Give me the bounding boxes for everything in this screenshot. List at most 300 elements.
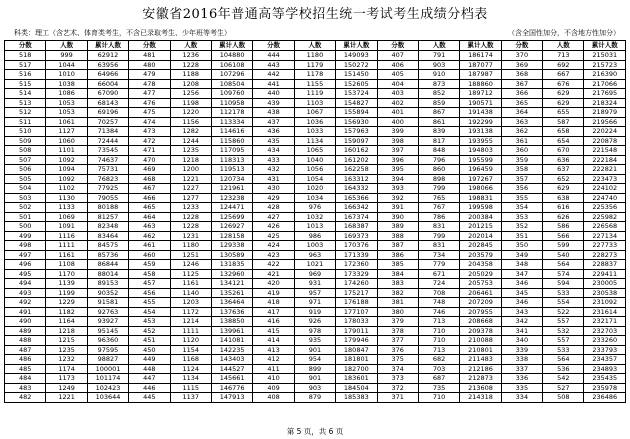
table-cell: 129338 <box>211 241 252 251</box>
table-cell: 667 <box>543 70 584 80</box>
table-cell: 343 <box>501 307 542 317</box>
table-cell: 1140 <box>170 288 211 298</box>
table-cell: 399 <box>377 127 418 137</box>
table-cell: 389 <box>377 222 418 232</box>
table-row <box>5 146 626 156</box>
table-cell: 70257 <box>87 117 128 127</box>
column-header: 累计人数 <box>460 41 501 51</box>
table-row <box>5 317 626 327</box>
table-cell: 518 <box>5 51 46 61</box>
table-cell: 396 <box>377 155 418 165</box>
table-cell: 464 <box>129 212 170 222</box>
table-cell: 901 <box>294 345 335 355</box>
table-cell: 109760 <box>211 89 252 99</box>
table-cell: 411 <box>253 364 294 374</box>
table-cell: 451 <box>129 336 170 346</box>
table-cell: 1251 <box>170 250 211 260</box>
table-cell: 222184 <box>584 155 626 165</box>
table-cell: 357 <box>501 174 542 184</box>
table-cell: 1086 <box>46 89 87 99</box>
table-cell: 439 <box>253 98 294 108</box>
table-cell: 182700 <box>336 364 377 374</box>
table-row <box>5 345 626 355</box>
table-cell: 386 <box>377 250 418 260</box>
table-cell: 85736 <box>87 250 128 260</box>
table-cell: 480 <box>129 60 170 70</box>
table-row <box>5 364 626 374</box>
table-row <box>5 155 626 165</box>
table-cell: 1091 <box>46 222 87 232</box>
table-cell: 505 <box>5 174 46 184</box>
table-cell: 384 <box>377 269 418 279</box>
table-cell: 178033 <box>336 317 377 327</box>
table-cell: 89153 <box>87 279 128 289</box>
table-cell: 426 <box>253 222 294 232</box>
table-cell: 104880 <box>211 51 252 61</box>
table-cell: 533 <box>543 345 584 355</box>
table-cell: 387 <box>377 241 418 251</box>
table-cell: 1134 <box>294 136 335 146</box>
table-cell: 337 <box>501 364 542 374</box>
column-header: 分数 <box>5 41 46 51</box>
table-cell: 901 <box>294 374 335 384</box>
table-cell: 527 <box>543 383 584 393</box>
table-cell: 1092 <box>46 155 87 165</box>
table-cell: 735 <box>418 383 459 393</box>
table-cell: 710 <box>418 336 459 346</box>
table-cell: 336 <box>501 374 542 384</box>
table-cell: 557 <box>543 336 584 346</box>
table-cell: 1277 <box>170 193 211 203</box>
table-cell: 139961 <box>211 326 252 336</box>
table-cell: 479 <box>129 70 170 80</box>
table-cell: 153724 <box>336 89 377 99</box>
table-cell: 504 <box>5 184 46 194</box>
table-cell: 564 <box>543 260 584 270</box>
table-cell: 168387 <box>336 222 377 232</box>
table-cell: 402 <box>377 98 418 108</box>
table-cell: 226568 <box>584 222 626 232</box>
table-cell: 489 <box>5 326 46 336</box>
table-cell: 636 <box>543 155 584 165</box>
table-cell: 954 <box>294 355 335 365</box>
table-row <box>5 89 626 99</box>
table-cell: 703 <box>418 364 459 374</box>
table-cell: 1139 <box>46 279 87 289</box>
column-header: 累计人数 <box>336 41 377 51</box>
table-cell: 398 <box>377 136 418 146</box>
table-cell: 533 <box>543 288 584 298</box>
table-cell: 1054 <box>294 174 335 184</box>
table-cell: 102423 <box>87 383 128 393</box>
table-cell: 234893 <box>584 364 626 374</box>
table-cell: 138850 <box>211 317 252 327</box>
table-cell: 362 <box>501 127 542 137</box>
table-cell: 220224 <box>584 127 626 137</box>
table-row <box>5 222 626 232</box>
table-cell: 435 <box>253 136 294 146</box>
table-cell: 203579 <box>460 250 501 260</box>
table-cell: 594 <box>543 279 584 289</box>
table-cell: 508 <box>5 146 46 156</box>
table-cell: 106108 <box>211 60 252 70</box>
table-cell: 345 <box>501 288 542 298</box>
table-row <box>5 269 626 279</box>
table-cell: 71384 <box>87 127 128 137</box>
table-cell: 223473 <box>584 174 626 184</box>
table-cell: 202014 <box>460 231 501 241</box>
table-cell: 150272 <box>336 60 377 70</box>
table-cell: 125699 <box>211 212 252 222</box>
table-cell: 366 <box>501 89 542 99</box>
table-row <box>5 136 626 146</box>
table-cell: 441 <box>253 79 294 89</box>
table-row <box>5 288 626 298</box>
table-cell: 493 <box>5 288 46 298</box>
table-cell: 211483 <box>460 355 501 365</box>
table-cell: 93927 <box>87 317 128 327</box>
table-cell: 1021 <box>294 260 335 270</box>
column-header: 累计人数 <box>584 41 626 51</box>
table-row <box>5 260 626 270</box>
table-cell: 424 <box>253 241 294 251</box>
table-cell: 91581 <box>87 298 128 308</box>
table-cell: 135261 <box>211 288 252 298</box>
table-row <box>5 127 626 137</box>
table-row <box>5 212 626 222</box>
table-cell: 1092 <box>46 174 87 184</box>
table-cell: 220878 <box>584 136 626 146</box>
table-cell: 231614 <box>584 307 626 317</box>
table-cell: 500 <box>5 222 46 232</box>
table-cell: 1235 <box>46 345 87 355</box>
table-cell: 171339 <box>336 250 377 260</box>
table-cell: 1215 <box>46 336 87 346</box>
table-cell: 1013 <box>294 222 335 232</box>
table-cell: 77925 <box>87 184 128 194</box>
table-cell: 204358 <box>460 260 501 270</box>
table-cell: 461 <box>129 241 170 251</box>
table-cell: 692 <box>543 60 584 70</box>
table-cell: 509 <box>5 136 46 146</box>
table-cell: 407 <box>377 51 418 61</box>
table-cell: 206461 <box>460 288 501 298</box>
table-cell: 1231 <box>170 231 211 241</box>
table-cell: 419 <box>253 288 294 298</box>
table-cell: 174260 <box>336 279 377 289</box>
table-row <box>5 298 626 308</box>
table-row <box>5 51 626 61</box>
table-row <box>5 184 626 194</box>
table-cell: 207209 <box>460 298 501 308</box>
table-cell: 442 <box>253 70 294 80</box>
table-cell: 76823 <box>87 174 128 184</box>
table-cell: 481 <box>129 51 170 61</box>
table-row <box>5 117 626 127</box>
table-cell: 146776 <box>211 383 252 393</box>
table-cell: 63956 <box>87 60 128 70</box>
table-cell: 161202 <box>336 155 377 165</box>
table-cell: 1036 <box>294 117 335 127</box>
table-cell: 86844 <box>87 260 128 270</box>
table-cell: 183601 <box>336 374 377 384</box>
table-cell: 599 <box>543 241 584 251</box>
table-cell: 64966 <box>87 70 128 80</box>
table-row <box>5 307 626 317</box>
table-cell: 379 <box>377 317 418 327</box>
table-cell: 68143 <box>87 98 128 108</box>
table-cell: 164332 <box>336 184 377 194</box>
table-cell: 212186 <box>460 364 501 374</box>
table-cell: 214318 <box>460 393 501 403</box>
table-cell: 1233 <box>170 203 211 213</box>
table-cell: 192299 <box>460 117 501 127</box>
table-cell: 144527 <box>211 364 252 374</box>
column-header: 人数 <box>46 41 87 51</box>
table-cell: 1053 <box>46 98 87 108</box>
table-cell: 431 <box>253 174 294 184</box>
table-cell: 227134 <box>584 231 626 241</box>
table-cell: 831 <box>418 222 459 232</box>
table-cell: 903 <box>418 60 459 70</box>
table-cell: 227733 <box>584 241 626 251</box>
column-header: 人数 <box>418 41 459 51</box>
table-cell: 511 <box>5 117 46 127</box>
table-cell: 861 <box>418 117 459 127</box>
table-cell: 230005 <box>584 279 626 289</box>
table-cell: 430 <box>253 184 294 194</box>
table-cell: 181801 <box>336 355 377 365</box>
table-cell: 434 <box>253 146 294 156</box>
table-cell: 963 <box>294 250 335 260</box>
table-cell: 210088 <box>460 336 501 346</box>
table-cell: 124471 <box>211 203 252 213</box>
table-cell: 458 <box>129 269 170 279</box>
table-cell: 839 <box>418 127 459 137</box>
table-cell: 215723 <box>584 60 626 70</box>
table-cell: 141081 <box>211 336 252 346</box>
table-cell: 713 <box>418 345 459 355</box>
table-cell: 470 <box>129 155 170 165</box>
table-cell: 1111 <box>170 326 211 336</box>
table-cell: 506 <box>5 165 46 175</box>
table-cell: 1010 <box>46 70 87 80</box>
table-cell: 467 <box>129 184 170 194</box>
table-cell: 126927 <box>211 222 252 232</box>
table-cell: 1256 <box>170 89 211 99</box>
table-cell: 767 <box>418 203 459 213</box>
table-cell: 364 <box>501 108 542 118</box>
table-cell: 448 <box>129 364 170 374</box>
table-cell: 670 <box>543 146 584 156</box>
table-row <box>5 193 626 203</box>
table-cell: 80188 <box>87 203 128 213</box>
table-cell: 363 <box>501 117 542 127</box>
table-cell: 786 <box>418 212 459 222</box>
table-cell: 497 <box>5 250 46 260</box>
table-cell: 999 <box>46 51 87 61</box>
table-cell: 222821 <box>584 165 626 175</box>
table-cell: 395 <box>377 165 418 175</box>
table-cell: 397 <box>377 146 418 156</box>
table-cell: 200384 <box>460 212 501 222</box>
table-cell: 207955 <box>460 307 501 317</box>
table-cell: 460 <box>129 250 170 260</box>
table-row <box>5 355 626 365</box>
table-row <box>5 174 626 184</box>
table-cell: 121961 <box>211 184 252 194</box>
table-cell: 652 <box>543 174 584 184</box>
table-cell: 340 <box>501 336 542 346</box>
table-cell: 919 <box>294 307 335 317</box>
table-cell: 1137 <box>170 393 211 403</box>
table-cell: 425 <box>253 231 294 241</box>
column-header: 累计人数 <box>211 41 252 51</box>
table-row <box>5 250 626 260</box>
table-cell: 817 <box>418 136 459 146</box>
bonus-note: （含全国性加分，不含地方性加分） <box>508 29 620 37</box>
table-cell: 1111 <box>46 241 87 251</box>
table-cell: 1168 <box>170 355 211 365</box>
table-cell: 173329 <box>336 269 377 279</box>
table-row <box>5 108 626 118</box>
table-cell: 1229 <box>46 298 87 308</box>
table-cell: 152605 <box>336 79 377 89</box>
table-cell: 1218 <box>170 155 211 165</box>
table-cell: 160162 <box>336 146 377 156</box>
table-cell: 898 <box>418 174 459 184</box>
table-cell: 746 <box>418 307 459 317</box>
table-cell: 115860 <box>211 136 252 146</box>
table-cell: 130589 <box>211 250 252 260</box>
table-cell: 131835 <box>211 260 252 270</box>
table-cell: 190571 <box>460 98 501 108</box>
page-number: 第 5 页，共 6 页 <box>286 427 344 436</box>
table-cell: 1101 <box>46 146 87 156</box>
table-cell: 450 <box>129 345 170 355</box>
table-cell: 436 <box>253 127 294 137</box>
table-cell: 219566 <box>584 117 626 127</box>
table-cell: 654 <box>543 136 584 146</box>
table-cell: 359 <box>501 155 542 165</box>
table-cell: 117095 <box>211 146 252 156</box>
table-cell: 454 <box>129 307 170 317</box>
table-cell: 710 <box>418 393 459 403</box>
table-cell: 522 <box>543 307 584 317</box>
table-cell: 415 <box>253 326 294 336</box>
table-cell: 515 <box>5 79 46 89</box>
table-row <box>5 241 626 251</box>
table-cell: 351 <box>501 231 542 241</box>
table-row <box>5 336 626 346</box>
table-cell: 1198 <box>170 98 211 108</box>
table-cell: 468 <box>129 174 170 184</box>
table-cell: 1218 <box>46 326 87 336</box>
table-cell: 1020 <box>294 184 335 194</box>
table-cell: 98827 <box>87 355 128 365</box>
table-cell: 879 <box>294 393 335 403</box>
table-cell: 156930 <box>336 117 377 127</box>
table-cell: 224102 <box>584 184 626 194</box>
table-cell: 1235 <box>170 146 211 156</box>
table-header-row <box>5 41 626 51</box>
table-cell: 495 <box>5 269 46 279</box>
table-cell: 210801 <box>460 345 501 355</box>
page-title: 安徽省2016年普通高等学校招生统一考试考生成绩分档表 <box>142 7 488 22</box>
table-cell: 176188 <box>336 298 377 308</box>
table-cell: 216390 <box>584 70 626 80</box>
table-cell: 353 <box>501 212 542 222</box>
table-cell: 217066 <box>584 79 626 89</box>
table-cell: 1065 <box>294 146 335 156</box>
table-cell: 67090 <box>87 89 128 99</box>
table-cell: 341 <box>501 326 542 336</box>
table-cell: 713 <box>543 51 584 61</box>
table-cell: 1179 <box>294 60 335 70</box>
table-cell: 224740 <box>584 193 626 203</box>
table-cell: 510 <box>5 127 46 137</box>
table-cell: 235978 <box>584 383 626 393</box>
table-cell: 491 <box>5 307 46 317</box>
table-cell: 514 <box>5 89 46 99</box>
table-cell: 452 <box>129 326 170 336</box>
table-cell: 443 <box>253 60 294 70</box>
table-cell: 1003 <box>294 241 335 251</box>
table-cell: 187077 <box>460 60 501 70</box>
table-cell: 368 <box>501 70 542 80</box>
table-cell: 713 <box>418 317 459 327</box>
table-cell: 494 <box>5 279 46 289</box>
table-row <box>5 393 626 403</box>
column-header: 分数 <box>129 41 170 51</box>
table-cell: 931 <box>294 279 335 289</box>
table-row <box>5 279 626 289</box>
table-cell: 169373 <box>336 231 377 241</box>
table-cell: 1161 <box>170 279 211 289</box>
table-cell: 488 <box>5 336 46 346</box>
table-cell: 347 <box>501 269 542 279</box>
table-cell: 449 <box>129 355 170 365</box>
table-cell: 132960 <box>211 269 252 279</box>
table-cell: 848 <box>418 146 459 156</box>
table-cell: 1040 <box>294 155 335 165</box>
table-cell: 100001 <box>87 364 128 374</box>
table-cell: 477 <box>129 89 170 99</box>
table-cell: 1156 <box>170 117 211 127</box>
table-cell: 465 <box>129 203 170 213</box>
table-cell: 335 <box>501 383 542 393</box>
score-distribution-table <box>4 40 626 403</box>
table-cell: 1249 <box>46 383 87 393</box>
table-cell: 191438 <box>460 108 501 118</box>
table-cell: 779 <box>418 260 459 270</box>
table-cell: 118313 <box>211 155 252 165</box>
table-cell: 414 <box>253 336 294 346</box>
table-row <box>5 165 626 175</box>
table-cell: 177107 <box>336 307 377 317</box>
table-cell: 62912 <box>87 51 128 61</box>
table-cell: 382 <box>377 288 418 298</box>
table-cell: 658 <box>543 127 584 137</box>
table-cell: 1056 <box>294 165 335 175</box>
table-cell: 501 <box>5 212 46 222</box>
table-cell: 107296 <box>211 70 252 80</box>
table-cell: 232171 <box>584 317 626 327</box>
table-cell: 69196 <box>87 108 128 118</box>
column-header: 分数 <box>377 41 418 51</box>
table-cell: 437 <box>253 117 294 127</box>
table-cell: 95145 <box>87 326 128 336</box>
